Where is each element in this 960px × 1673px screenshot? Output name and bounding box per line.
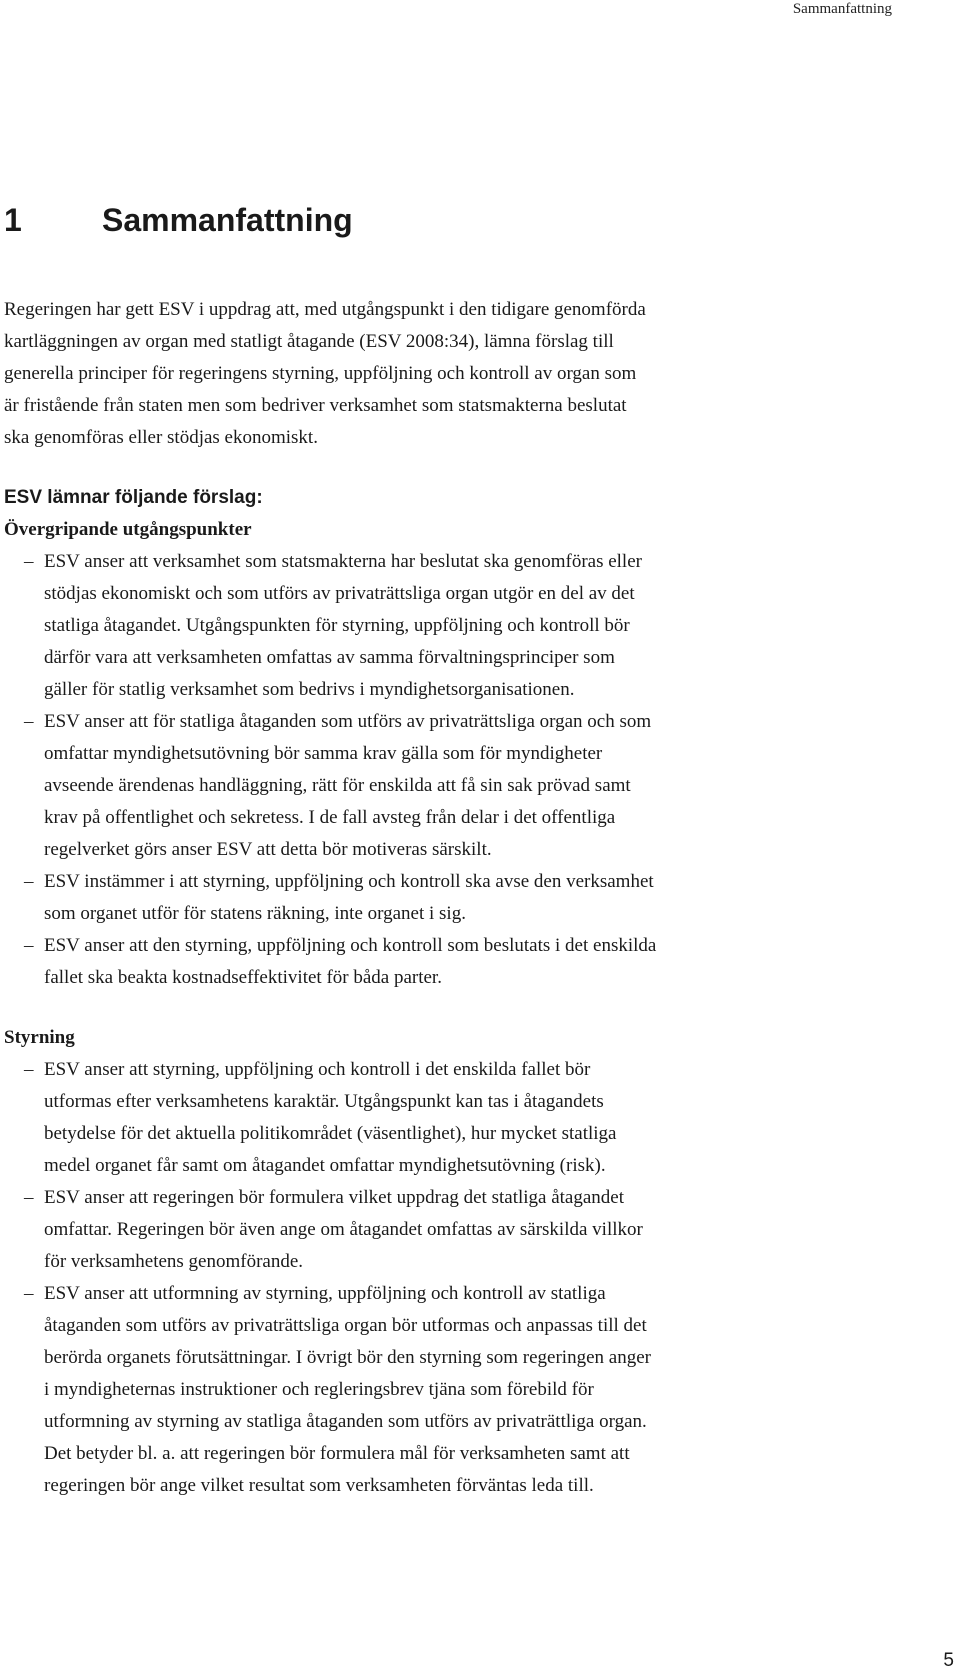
dash-bullet: –	[24, 935, 34, 956]
overall-heading: Övergripande utgångspunkter	[4, 519, 252, 540]
running-header: Sammanfattning	[792, 1, 892, 17]
list-item-line: krav på offentlighet och sekretess. I de fall avsteg från delar i det offentliga	[44, 807, 616, 828]
list-item-line: avseende ärendenas handläggning, rätt för enskilda att få sin sak prövad samt	[44, 775, 631, 796]
dash-bullet: –	[24, 551, 34, 572]
list-item-line: utformning av styrning av statliga åtaganden som utförs av privaträttliga organ.	[44, 1411, 647, 1432]
overall-list-item	[4, 866, 804, 930]
proposals-heading: ESV lämnar följande förslag:	[4, 487, 263, 508]
document-body	[4, 294, 804, 1502]
list-item-line: regelverket görs anser ESV att detta bör motiveras särskilt.	[44, 839, 492, 860]
page-number: 5	[943, 1650, 954, 1671]
overall-list	[4, 546, 804, 994]
list-item-line: ESV instämmer i att styrning, uppföljning och kontroll ska avse den verksamhet	[44, 871, 654, 892]
chapter-title-text: Sammanfattning	[102, 202, 353, 238]
list-item-line: fallet ska beakta kostnadseffektivitet för båda parter.	[44, 967, 442, 988]
dash-bullet: –	[24, 1283, 34, 1304]
list-item-line: som organet utför för statens räkning, inte organet i sig.	[44, 903, 466, 924]
dash-bullet: –	[24, 871, 34, 892]
list-item-line: betydelse för det aktuella politikområdet (väsentlighet), hur mycket statliga	[44, 1123, 617, 1144]
list-item-line: ESV anser att den styrning, uppföljning och kontroll som beslutats i det enskilda	[44, 935, 657, 956]
intro-line: Regeringen har gett ESV i uppdrag att, med utgångspunkt i den tidigare genomförda	[4, 299, 646, 320]
list-item-line: för verksamhetens genomförande.	[44, 1251, 304, 1272]
styrning-list-item	[4, 1182, 804, 1278]
dash-bullet: –	[24, 711, 34, 732]
list-item-line: regeringen bör ange vilket resultat som verksamheten förväntas leda till.	[44, 1475, 594, 1496]
list-item-line: omfattar. Regeringen bör även ange om åtagandet omfattas av särskilda villkor	[44, 1219, 643, 1240]
list-item-line: ESV anser att verksamhet som statsmakterna har beslutat ska genomföras eller	[44, 551, 642, 572]
list-item-line: Det betyder bl. a. att regeringen bör formulera mål för verksamheten samt att	[44, 1443, 630, 1464]
overall-list-item	[4, 706, 804, 866]
list-item-line: berörda organets förutsättningar. I övrigt bör den styrning som regeringen anger	[44, 1347, 651, 1368]
list-item-line: åtaganden som utförs av privaträttsliga organ bör utformas och anpassas till det	[44, 1315, 647, 1336]
overall-list-item	[4, 546, 804, 706]
list-item-line: i myndigheternas instruktioner och regleringsbrev tjäna som förebild för	[44, 1379, 594, 1400]
styrning-heading: Styrning	[4, 1027, 75, 1048]
styrning-list-item	[4, 1054, 804, 1182]
intro-paragraph	[4, 294, 804, 454]
styrning-list-item	[4, 1278, 804, 1502]
styrning-list	[4, 1054, 804, 1502]
intro-line: är fristående från staten men som bedriver verksamhet som statsmakterna beslutat	[4, 395, 627, 416]
list-item-line: gäller för statlig verksamhet som bedrivs i myndighetsorganisationen.	[44, 679, 575, 700]
chapter-title	[4, 200, 353, 240]
intro-line: ska genomföras eller stödjas ekonomiskt.	[4, 427, 318, 448]
list-item-line: statliga åtagandet. Utgångspunkten för styrning, uppföljning och kontroll bör	[44, 615, 630, 636]
list-item-line: ESV anser att styrning, uppföljning och kontroll i det enskilda fallet bör	[44, 1059, 591, 1080]
list-item-line: medel organet får samt om åtagandet omfattar myndighetsutövning (risk).	[44, 1155, 606, 1176]
dash-bullet: –	[24, 1187, 34, 1208]
list-item-line: utformas efter verksamhetens karaktär. Utgångspunkt kan tas i åtagandets	[44, 1091, 604, 1112]
list-item-line: ESV anser att utformning av styrning, uppföljning och kontroll av statliga	[44, 1283, 606, 1304]
list-item-line: ESV anser att för statliga åtaganden som utförs av privaträttsliga organ och som	[44, 711, 652, 732]
dash-bullet: –	[24, 1059, 34, 1080]
overall-list-item	[4, 930, 804, 994]
list-item-line: stödjas ekonomiskt och som utförs av privaträttsliga organ utgör en del av det	[44, 583, 635, 604]
intro-line: generella principer för regeringens styrning, uppföljning och kontroll av organ som	[4, 363, 637, 384]
chapter-number: 1	[4, 202, 22, 238]
list-item-line: därför vara att verksamheten omfattas av samma förvaltningsprinciper som	[44, 647, 615, 668]
intro-line: kartläggningen av organ med statligt åtagande (ESV 2008:34), lämna förslag till	[4, 331, 614, 352]
list-item-line: ESV anser att regeringen bör formulera vilket uppdrag det statliga åtagandet	[44, 1187, 625, 1208]
list-item-line: omfattar myndighetsutövning bör samma krav gälla som för myndigheter	[44, 743, 603, 764]
